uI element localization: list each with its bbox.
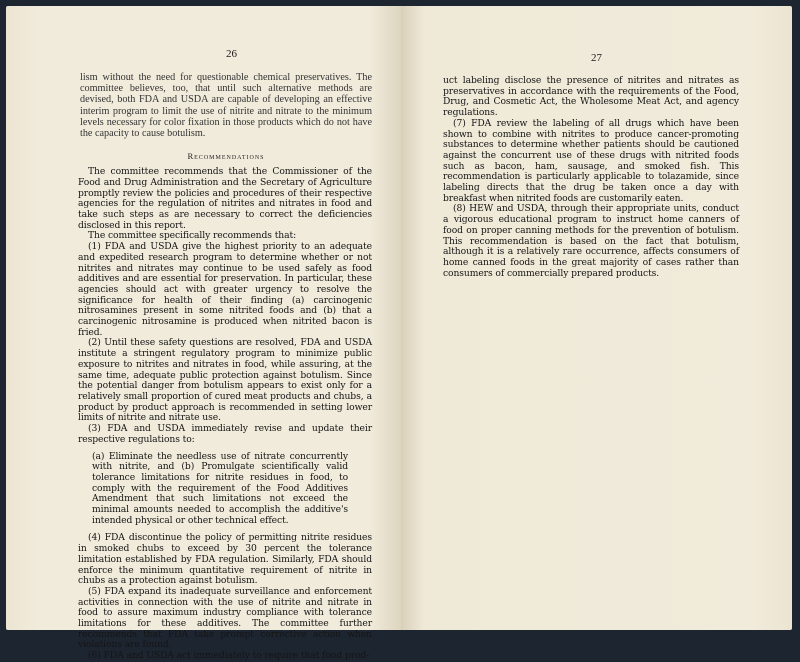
recommendation-1: (1) FDA and USDA give the highest priority to an adequate and expedited research program to determine whether or not nitrites and nitrates may continue to be used safely as food additives and are essential for preservation. In particular, these agencies should act with greater urgency to resolve the significance for health of their finding (a) carcinogenic nitrosamines present in some nitrited foods and (b) that a carcinogenic nitrosamine is produced when nitrited bacon is fried. [78,241,372,338]
recommendation-5: (5) FDA expand its inadequate surveillance and enforcement activities in connection with the use of nitrite and nitrate in food to assure maximum industry compliance with tolerance limitations for these additives. The committee further recommends that FDA take prompt corrective action when violations are found. [78,585,372,651]
paragraph: The committee specifically recommends that: [88,230,297,242]
intro-paragraph: lism without the need for questionable chemical preservatives. The committee believes, too, that until such alternative methods are devised, both FDA and USDA are capable of developing an effective interim program to limit the use of nitrite and nitrate to the minimum levels necessary for color fixation in those products which do not have the capacity to cause botulism. [80,72,372,140]
recommendation-6-continued: uct labeling disclose the presence of nitrites and nitrates as preservatives in accordance with the requirements of the Food, Drug, and Cosmetic Act, the Wholesome Meat Act, and agency regulations. [443,75,739,119]
recommendations-body [80,167,372,662]
page-number: 27 [591,52,602,64]
recommendation-3: (3) FDA and USDA immediately revise and update their respective regulations to: [78,423,372,445]
recommendation-8: (8) HEW and USDA, through their appropriate units, conduct a vigorous educational program to instruct home canners of food on proper canning methods for the prevention of botulism. This recommendation is based on the fact that botulism, although it is a relatively rare occurrence, affects consumers of home canned foods in the great majority of cases rather than consumers of commercially prepared products. [443,203,739,279]
recommendation-2: (2) Until these safety questions are resolved, FDA and USDA institute a stringent regulatory program to minimize public exposure to nitrites and nitrates in food, while assuring, at the same time, adequate public protection against botulism. Since the potential danger from botulism appears to exist only for a relatively small proportion of cured meat products and chubs, a product by product approach is recommended in setting lower limits of nitrite and nitrate use. [78,337,372,424]
recommendation-6: (6) FDA and USDA act immediately to require that food prod- [88,650,370,662]
right-text-column [443,76,739,279]
recommendation-3-subitems: (a) Eliminate the needless use of nitrate concurrently with nitrite, and (b) Promulgate scientifically valid tolerance limitations for nitrite residues in food, to comply with the requirement of the Food Additives Amendment that such limitations not exceed the minimal amounts needed to accomplish the additive's intended physical or other technical effect. [92,450,348,526]
paragraph: The committee recommends that the Commissioner of the Food and Drug Administration and the Secretary of Agriculture promptly review the policies and procedures of their respective agencies for the regulation of nitrites and nitrates in food and take such steps as are necessary to correct the deficiencies disclosed in this report. [78,166,372,231]
left-page [6,6,401,662]
left-text-column [80,72,372,662]
recommendation-7: (7) FDA review the labeling of all drugs which have been shown to combine with nitrites to produce cancer-promoting substances to determine whether patients should be cautioned against the concurrent use of these drugs with nitrited foods such as bacon, ham, sausage, and smoked fish. This recommendation is particularly applicable to tolazamide, since labeling directs that the drug be taken once a day with breakfast when nitrited foods are customarily eaten. [443,117,739,204]
recommendation-4: (4) FDA discontinue the policy of permitting nitrite residues in smoked chubs to exceed by 30 percent the tolerance limitation established by FDA regulation. Similarly, FDA should enforce the minimum quantitative requirement of nitrite in chubs as a protection against botulism. [78,532,372,587]
recommendations-body-continued [443,76,739,279]
section-heading: Recommendations [187,151,265,162]
page-number: 26 [226,48,237,60]
right-page [401,6,792,630]
